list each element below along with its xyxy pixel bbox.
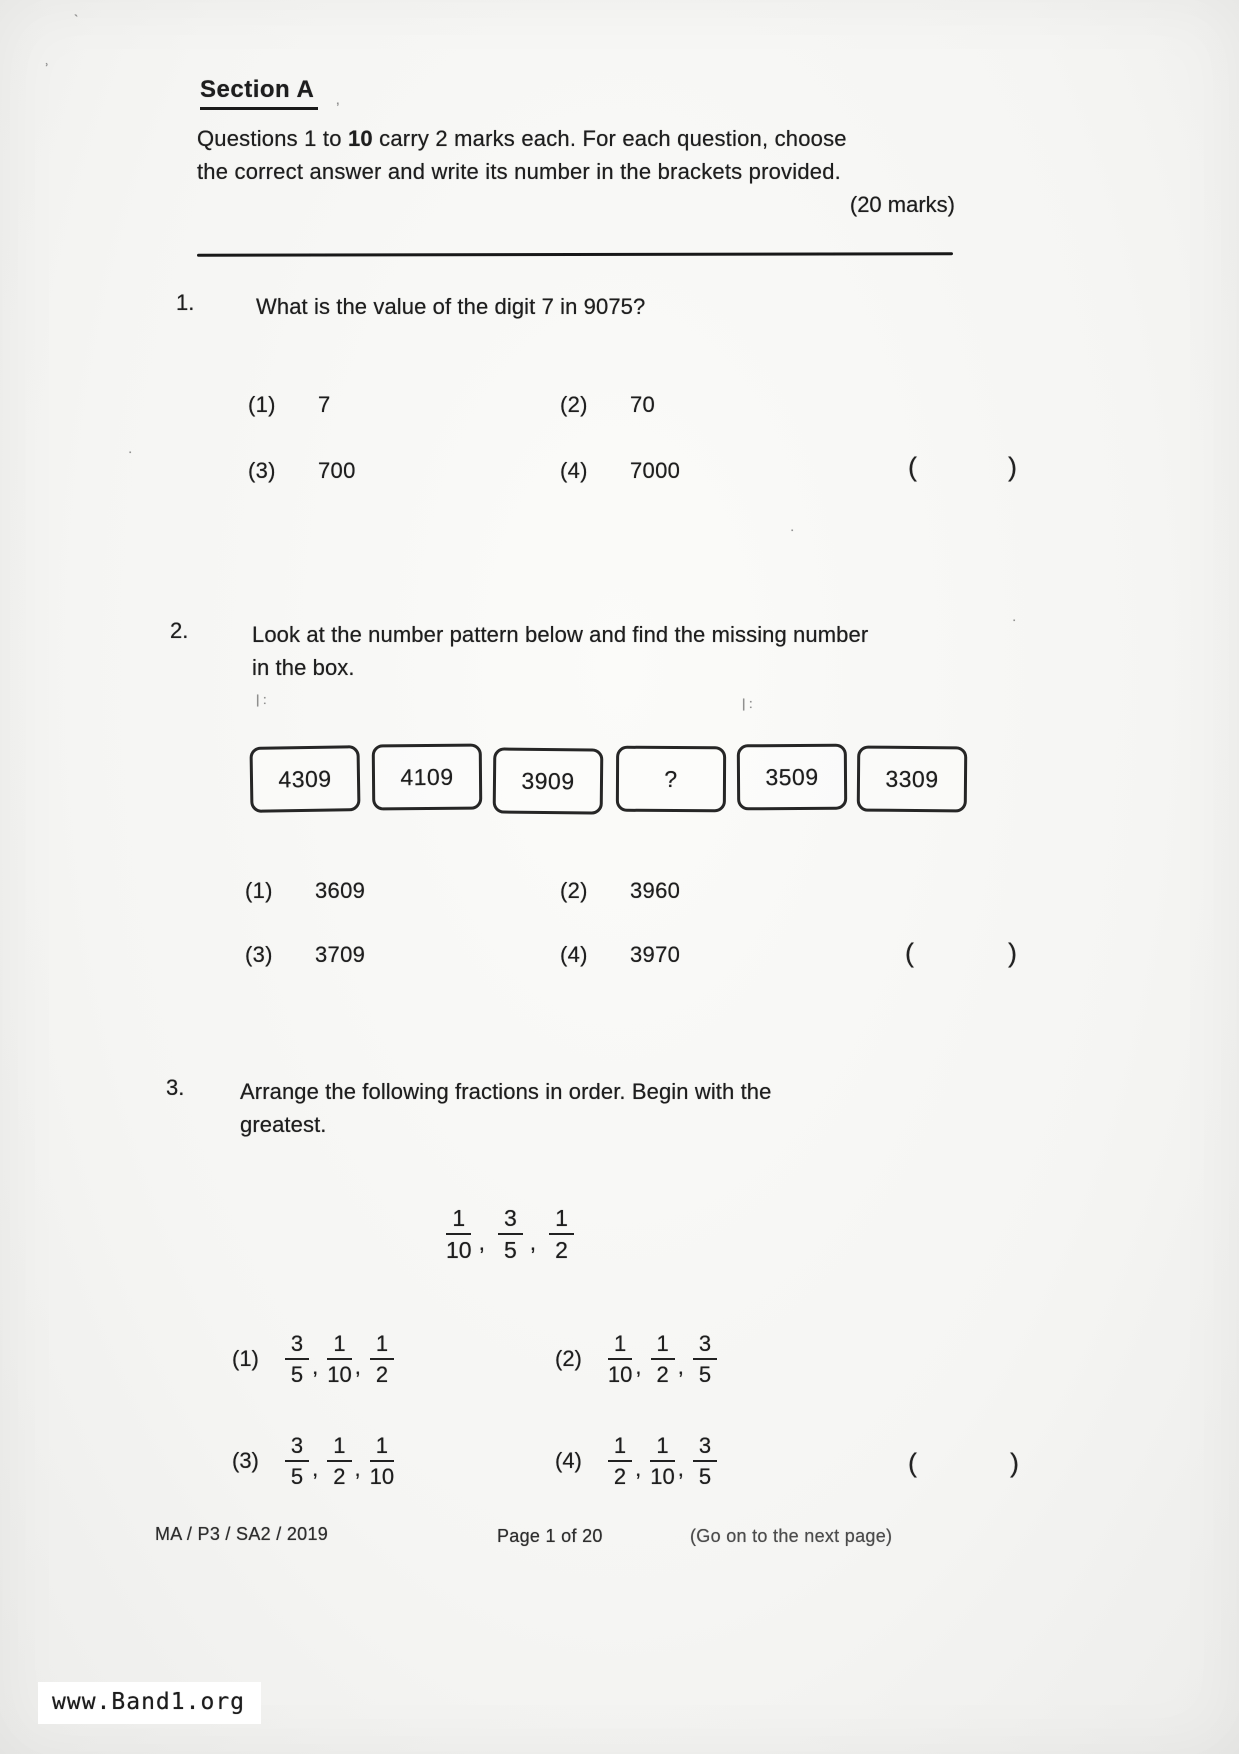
comma: , — [478, 1229, 485, 1256]
fraction-denominator: 10 — [650, 1464, 675, 1490]
q1-option-2 — [560, 392, 655, 418]
option-label: (2) — [560, 392, 588, 417]
answer-bracket-open: ( — [905, 938, 914, 968]
fraction-numerator: 3 — [693, 1434, 717, 1462]
option-value: 7000 — [630, 458, 681, 483]
fraction-denominator: 5 — [503, 1237, 517, 1264]
fraction-numerator: 1 — [549, 1206, 574, 1235]
question-3-text — [240, 1075, 920, 1141]
option-label: (2) — [560, 878, 588, 903]
fraction-denominator: 2 — [333, 1464, 346, 1490]
comma: , — [529, 1229, 537, 1256]
given-fractions — [442, 1206, 578, 1262]
option-label: (4) — [560, 942, 588, 967]
option-value: 3609 — [315, 878, 366, 903]
fraction-denominator: 5 — [290, 1362, 304, 1388]
comma: , — [312, 1456, 319, 1482]
pattern-box-5: 3509 — [737, 744, 847, 811]
option-label: (3) — [245, 942, 273, 967]
q2-option-2 — [560, 878, 680, 904]
option-label: (3) — [248, 458, 276, 483]
answer-bracket-close: ) — [1008, 452, 1017, 482]
fraction-denominator: 5 — [290, 1464, 304, 1490]
fraction-numerator: 3 — [285, 1434, 309, 1462]
instructions-text: the correct answer and write its number in the brackets provided. — [197, 159, 841, 184]
option-value: 700 — [318, 458, 356, 483]
fraction-numerator: 1 — [608, 1434, 632, 1462]
scan-artifact: | : — [256, 692, 267, 707]
fraction — [327, 1434, 351, 1488]
answer-bracket-close: ) — [1008, 938, 1017, 968]
answer-bracket-close: ) — [1010, 1448, 1019, 1478]
fraction — [608, 1434, 632, 1488]
watermark: www.Band1.org — [38, 1682, 261, 1724]
q1-option-1 — [248, 392, 331, 418]
question-3-number: 3. — [166, 1075, 185, 1100]
q3-option-3 — [232, 1434, 394, 1488]
fraction — [693, 1434, 717, 1488]
scan-artifact: , — [336, 92, 340, 107]
scan-artifact: · — [790, 522, 795, 537]
fraction-denominator: 10 — [327, 1362, 352, 1388]
question-3-line1: Arrange the following fractions in order. Begin with the — [240, 1079, 772, 1104]
question-3-line2: greatest. — [240, 1112, 327, 1137]
question-2-line2: in the box. — [252, 655, 355, 680]
fraction-denominator: 2 — [555, 1237, 568, 1264]
footer-doc-code: MA / P3 / SA2 / 2019 — [155, 1524, 329, 1544]
fraction — [327, 1332, 351, 1386]
fraction — [651, 1332, 675, 1386]
pattern-box-1: 4309 — [249, 745, 360, 813]
fraction-denominator: 5 — [698, 1464, 712, 1490]
fraction-denominator: 10 — [607, 1362, 633, 1388]
answer-bracket-open: ( — [908, 1448, 917, 1478]
question-2-number: 2. — [170, 618, 189, 643]
scan-artifact: ʾ — [44, 62, 50, 79]
fraction — [650, 1434, 674, 1488]
fraction-denominator: 10 — [446, 1237, 472, 1264]
fraction-numerator: 1 — [446, 1206, 471, 1235]
option-label: (1) — [248, 392, 276, 417]
fraction — [285, 1434, 309, 1488]
scan-artifact: | : — [742, 696, 753, 711]
q1-option-4 — [560, 458, 680, 484]
fraction-denominator: 5 — [698, 1362, 712, 1388]
instructions-bold-number: 10 — [347, 126, 373, 151]
instructions-text: carry 2 marks each. For each question, choose — [372, 126, 847, 151]
option-value: 7 — [318, 392, 331, 417]
option-value: 3970 — [630, 942, 681, 967]
q3-option-1 — [232, 1332, 394, 1386]
option-label: (2) — [555, 1346, 582, 1372]
option-label: (4) — [560, 458, 588, 483]
fraction-numerator: 1 — [650, 1434, 674, 1462]
fraction — [446, 1206, 472, 1262]
comma: , — [354, 1456, 361, 1482]
fraction — [549, 1206, 574, 1262]
instructions-text: Questions 1 to — [197, 126, 348, 151]
scan-artifact: ` — [74, 12, 79, 27]
q3-option-4 — [555, 1434, 717, 1488]
option-label: (3) — [232, 1448, 259, 1474]
question-2-line1: Look at the number pattern below and find the missing number — [252, 622, 869, 647]
fraction-numerator: 3 — [498, 1206, 523, 1235]
fraction — [693, 1332, 717, 1386]
question-1-text: What is the value of the digit 7 in 9075? — [256, 294, 646, 319]
q1-option-3 — [248, 458, 356, 484]
fraction — [370, 1332, 394, 1386]
fraction — [498, 1206, 523, 1262]
fraction-numerator: 1 — [327, 1434, 351, 1462]
footer-page-info: Page 1 of 20 — [497, 1526, 603, 1546]
q2-option-4 — [560, 942, 680, 968]
scan-artifact: · — [128, 444, 133, 459]
question-2-text — [252, 618, 972, 684]
option-value: 70 — [630, 392, 656, 417]
fraction-numerator: 1 — [370, 1434, 394, 1462]
q2-option-1 — [245, 878, 365, 904]
option-label: (1) — [232, 1346, 259, 1372]
header-divider — [197, 252, 953, 257]
comma: , — [677, 1354, 684, 1380]
comma: , — [635, 1456, 642, 1482]
marks-note: (20 marks) — [849, 192, 955, 217]
fraction-denominator: 2 — [613, 1464, 627, 1490]
fraction-numerator: 1 — [370, 1332, 394, 1360]
comma: , — [354, 1354, 361, 1380]
fraction-numerator: 1 — [651, 1332, 675, 1360]
fraction-denominator: 10 — [369, 1464, 395, 1490]
fraction — [370, 1434, 394, 1488]
fraction-numerator: 3 — [285, 1332, 309, 1360]
answer-bracket-open: ( — [908, 452, 917, 482]
section-title: Section A — [200, 76, 318, 110]
instructions — [197, 122, 987, 188]
fraction — [285, 1332, 309, 1386]
q3-option-2 — [555, 1332, 717, 1386]
fraction-numerator: 3 — [693, 1332, 717, 1360]
pattern-box-3: 3909 — [493, 747, 604, 814]
pattern-box-2: 4109 — [372, 744, 483, 811]
comma: , — [635, 1354, 642, 1380]
fraction-numerator: 1 — [327, 1332, 351, 1360]
pattern-box-4: ? — [616, 746, 726, 813]
question-1-number: 1. — [176, 290, 195, 315]
footer-next-page-note: (Go on to the next page) — [690, 1526, 893, 1546]
q2-option-3 — [245, 942, 365, 968]
fraction-numerator: 1 — [608, 1332, 632, 1360]
option-value: 3960 — [630, 878, 681, 903]
option-label: (1) — [245, 878, 273, 903]
option-label: (4) — [555, 1448, 582, 1474]
fraction — [608, 1332, 632, 1386]
fraction-denominator: 2 — [375, 1362, 389, 1388]
scan-artifact: · — [1012, 612, 1017, 627]
pattern-box-6: 3309 — [857, 746, 968, 813]
comma: , — [312, 1354, 319, 1380]
comma: , — [677, 1456, 684, 1482]
option-value: 3709 — [315, 942, 366, 967]
fraction-denominator: 2 — [656, 1362, 669, 1388]
